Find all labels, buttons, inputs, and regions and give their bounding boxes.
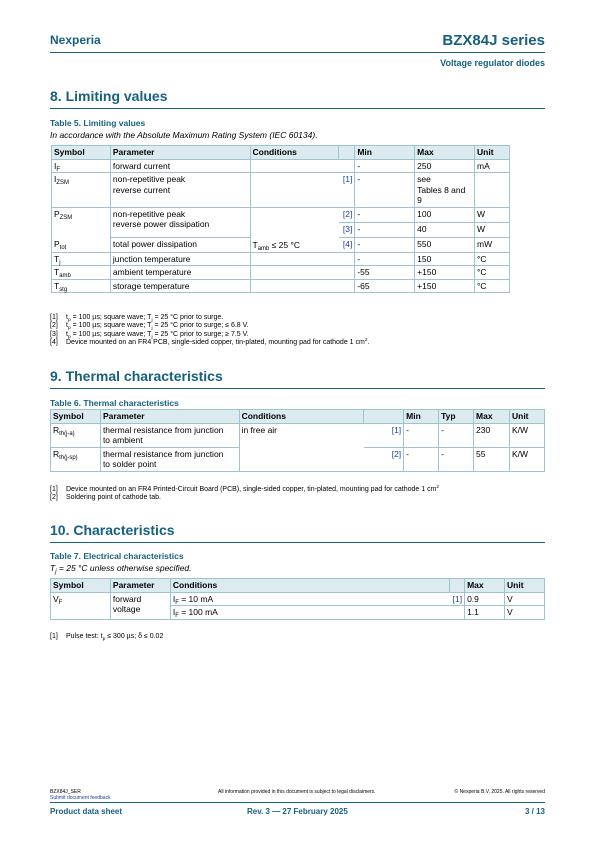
table-row — [51, 592, 545, 606]
table-row — [52, 252, 510, 266]
header-conditions: Conditions — [239, 410, 364, 424]
header-unit: Unit — [509, 410, 544, 424]
ref-cell — [339, 159, 355, 173]
symbol-cell: $I_F$ — [52, 159, 111, 173]
unit-cell: °C — [475, 279, 510, 293]
min-cell: - — [355, 252, 415, 266]
symbol-cell: $R_{th(j-a)}$ — [51, 423, 101, 447]
footer-doc-type: Product data sheet — [50, 807, 123, 816]
unit-cell: mW — [475, 237, 510, 252]
ref-cell — [339, 266, 355, 280]
conditions-cell — [250, 173, 339, 208]
table-7-subcaption: $T_j = 25$ °C unless otherwise specified. — [50, 563, 192, 575]
max-cell: 250 — [415, 159, 475, 173]
section-9-title: 9. Thermal characteristics — [50, 368, 223, 384]
parameter-cell: storage temperature — [110, 279, 250, 293]
table-row — [52, 207, 510, 222]
brand-name: Nexperia — [50, 33, 101, 47]
header-unit: Unit — [505, 579, 545, 593]
note-1: [1] $t_p = 100$ µs; square wave; $T_j = 25$ °C prior to surge. — [50, 314, 224, 323]
section-10-title: 10. Characteristics — [50, 522, 175, 538]
table-7-caption: Table 7. Electrical characteristics — [50, 551, 184, 561]
parameter-cell: thermal resistance from junction to ambient — [100, 423, 239, 447]
symbol-cell: $R_{th(j-sp)}$ — [51, 447, 101, 471]
note-1: [1] Pulse test: $t_p \le 300$ µs; δ ≤ 0.02 — [50, 633, 164, 642]
ref-link[interactable]: [3] — [339, 222, 355, 237]
ref-link[interactable]: [2] — [339, 207, 355, 222]
note-1: [1] Device mounted on an FR4 Printed-Circuit Board (PCB), single-sided copper, tin-plated, mounting pad for cathode 1 $cm^2$ — [50, 485, 440, 493]
parameter-cell: junction temperature — [110, 252, 250, 266]
unit-cell: °C — [475, 266, 510, 280]
document-subtitle: Voltage regulator diodes — [440, 58, 545, 68]
max-cell: +150 — [415, 279, 475, 293]
header-max: Max — [465, 579, 505, 593]
ref-cell — [339, 252, 355, 266]
conditions-cell: $I_F = 100$ mA — [170, 606, 449, 620]
conditions-cell — [250, 159, 339, 173]
table-5-caption: Table 5. Limiting values — [50, 118, 146, 128]
table-row — [52, 159, 510, 173]
max-cell: 230 — [474, 423, 510, 447]
page-number: 3 / 13 — [524, 807, 545, 816]
doc-id: BZX84J_SER — [50, 789, 81, 795]
header-typ: Typ — [439, 410, 474, 424]
max-cell: 550 — [415, 237, 475, 252]
table-row — [51, 423, 545, 447]
unit-cell: W — [475, 222, 510, 237]
note-3: [3] $t_p = 100$ µs; square wave; $T_j = 25$ °C prior to surge; ≥ 7.5 V. — [50, 330, 249, 340]
symbol-cell: $I_{ZSM}$ — [52, 173, 111, 208]
typ-cell: - — [439, 423, 474, 447]
table-5-subcaption: In accordance with the Absolute Maximum Rating System (IEC 60134). — [50, 130, 318, 140]
min-cell: - — [404, 447, 439, 471]
header-min: Min — [404, 410, 439, 424]
unit-cell: K/W — [509, 423, 544, 447]
footer-revision: Rev. 3 — 27 February 2025 — [247, 807, 348, 816]
parameter-cell: thermal resistance from junction to solder point — [100, 447, 239, 471]
ref-link[interactable]: [1] — [339, 173, 355, 208]
note-2: [2] $t_p = 100$ µs; square wave; $T_j = 25$ °C prior to surge; ≤ 6.8 V. — [50, 322, 249, 332]
parameter-cell: ambient temperature — [110, 266, 250, 280]
header-parameter: Parameter — [110, 146, 250, 160]
conditions-cell — [250, 252, 339, 266]
symbol-cell: $T_{amb}$ — [52, 266, 111, 280]
header-parameter: Parameter — [100, 410, 239, 424]
max-cell: 0.9 — [465, 592, 505, 606]
max-cell: 150 — [415, 252, 475, 266]
unit-cell — [475, 173, 510, 208]
table-6-notes — [50, 486, 439, 503]
unit-cell: W — [475, 207, 510, 222]
header-conditions: Conditions — [170, 579, 449, 593]
unit-cell: K/W — [509, 447, 544, 471]
max-cell: 1.1 — [465, 606, 505, 620]
max-cell: 40 — [415, 222, 475, 237]
parameter-cell: non-repetitive peak reverse current — [110, 173, 250, 208]
min-cell: -55 — [355, 266, 415, 280]
table-row — [52, 173, 510, 208]
header-parameter: Parameter — [110, 579, 170, 593]
min-cell: - — [355, 207, 415, 222]
footer-disclaimer: All information provided in this document is subject to legal disclaimers. — [218, 789, 376, 795]
header-conditions: Conditions — [250, 146, 339, 160]
min-cell: -65 — [355, 279, 415, 293]
unit-cell: V — [505, 592, 545, 606]
min-cell: - — [355, 222, 415, 237]
footer-divider — [50, 802, 545, 803]
table-row — [52, 266, 510, 280]
thermal-characteristics-table — [50, 409, 545, 472]
table-row — [52, 279, 510, 293]
header-ref — [450, 579, 465, 593]
ref-link[interactable]: [1] — [364, 423, 404, 447]
header-symbol: Symbol — [52, 146, 111, 160]
header-symbol: Symbol — [51, 410, 101, 424]
conditions-cell — [250, 266, 339, 280]
min-cell: - — [355, 173, 415, 208]
limiting-values-table — [51, 145, 510, 293]
header-divider — [50, 52, 545, 53]
section-8-divider — [50, 108, 545, 109]
min-cell: - — [355, 237, 415, 252]
header-symbol: Symbol — [51, 579, 111, 593]
ref-link[interactable]: [4] — [339, 237, 355, 252]
conditions-cell: $T_{amb} \le 25$ °C — [250, 207, 339, 252]
table-header-row — [52, 146, 510, 160]
conditions-cell — [250, 279, 339, 293]
header-min: Min — [355, 146, 415, 160]
symbol-cell: $V_F$ — [51, 592, 111, 619]
footer-doc-info — [50, 789, 111, 801]
header-ref — [339, 146, 355, 160]
max-cell: +150 — [415, 266, 475, 280]
ref-link[interactable]: [1] — [450, 592, 465, 606]
table-header-row — [51, 410, 545, 424]
symbol-cell: $T_{stg}$ — [52, 279, 111, 293]
section-9-divider — [50, 388, 545, 389]
section-10-divider — [50, 542, 545, 543]
table-7-notes — [50, 633, 163, 641]
unit-cell: mA — [475, 159, 510, 173]
document-series-title: BZX84J series — [442, 32, 545, 49]
conditions-cell: in free air — [239, 423, 364, 471]
header-max: Max — [474, 410, 510, 424]
parameter-cell: non-repetitive peak reverse power dissipation — [110, 207, 250, 237]
unit-cell: V — [505, 606, 545, 620]
footer-copyright: © Nexperia B.V. 2025. All rights reserved — [454, 789, 545, 795]
min-cell: - — [404, 423, 439, 447]
conditions-cell: $I_F = 10$ mA — [170, 592, 449, 606]
parameter-cell: forward voltage — [110, 592, 170, 619]
min-cell: - — [355, 159, 415, 173]
header-ref — [364, 410, 404, 424]
parameter-cell: forward current — [110, 159, 250, 173]
table-6-caption: Table 6. Thermal characteristics — [50, 398, 179, 408]
ref-cell — [339, 279, 355, 293]
max-cell: see Tables 8 and 9 — [415, 173, 475, 208]
typ-cell: - — [439, 447, 474, 471]
section-8-title: 8. Limiting values — [50, 88, 168, 104]
header-max: Max — [415, 146, 475, 160]
ref-cell — [450, 606, 465, 620]
table-header-row — [51, 579, 545, 593]
max-cell: 100 — [415, 207, 475, 222]
max-cell: 55 — [474, 447, 510, 471]
feedback-link[interactable]: Submit document feedback — [50, 795, 111, 801]
note-4: [4] Device mounted on an FR4 PCB, single-sided copper, tin-plated, mounting pad for cathode 1 $cm^2$. — [50, 337, 370, 346]
ref-link[interactable]: [2] — [364, 447, 404, 471]
header-unit: Unit — [475, 146, 510, 160]
parameter-cell: total power dissipation — [110, 237, 250, 252]
note-2: [2] Soldering point of cathode tab. — [50, 494, 161, 502]
electrical-characteristics-table — [50, 578, 545, 620]
symbol-cell: $T_j$ — [52, 252, 111, 266]
table-5-notes — [50, 314, 370, 347]
symbol-cell: $P_{ZSM}$ $P_{tot}$ — [52, 207, 111, 252]
unit-cell: °C — [475, 252, 510, 266]
